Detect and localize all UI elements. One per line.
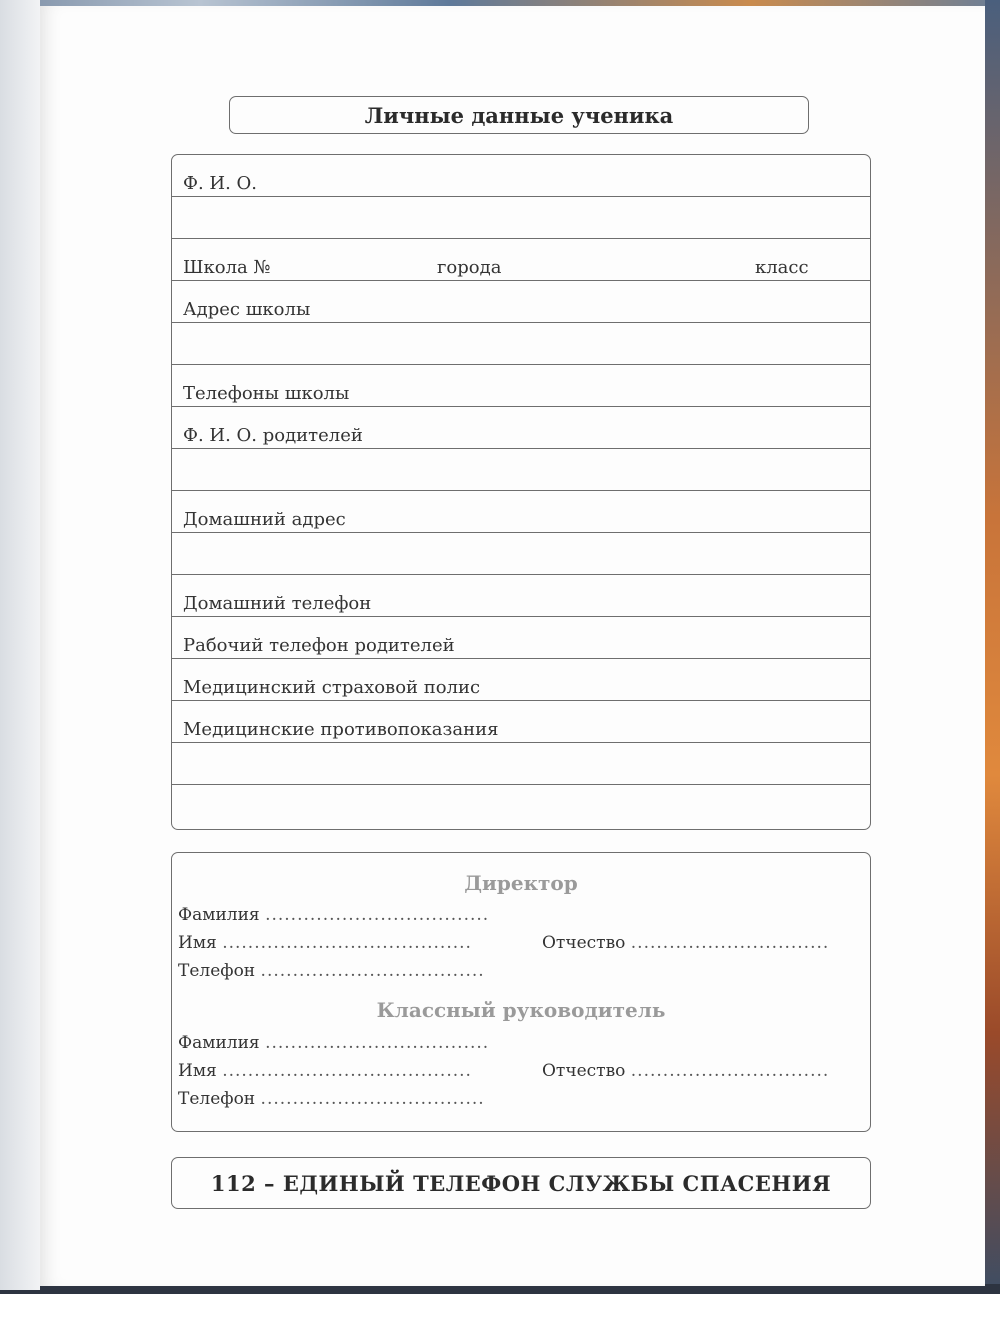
form-row-label: Домашний адрес [183, 509, 346, 530]
form-row-insurance[interactable] [172, 659, 870, 701]
form-row-school-address[interactable] [172, 281, 870, 323]
field-label: Имя [178, 933, 217, 953]
class-teacher-title: Классный руководитель [376, 998, 666, 1022]
teacher-patronymic-field[interactable]: Отчество ............................... [542, 1061, 830, 1081]
field-label: Фамилия [178, 1033, 260, 1053]
field-label: Телефон [178, 961, 256, 981]
class-label: класс [755, 257, 809, 278]
form-row-label: Медицинские противопоказания [183, 719, 499, 740]
form-row-blank[interactable] [172, 743, 870, 785]
form-row-home-address[interactable] [172, 491, 870, 533]
teacher-phone-field[interactable]: Телефон ................................... [178, 1089, 485, 1109]
director-title: Директор [464, 871, 578, 895]
director-surname-field[interactable]: Фамилия ................................... [178, 905, 490, 925]
director-phone-field[interactable]: Телефон ................................... [178, 961, 485, 981]
page-edge [0, 0, 40, 1290]
form-row-label: Телефоны школы [183, 383, 350, 404]
book-cover-right [985, 0, 1000, 1292]
field-label: Телефон [178, 1089, 256, 1109]
form-row-blank[interactable] [172, 197, 870, 239]
director-patronymic-field[interactable]: Отчество ............................... [542, 933, 830, 953]
field-label: Отчество [542, 1061, 626, 1081]
form-row-label: Домашний телефон [183, 593, 372, 614]
contacts-section [171, 852, 871, 1132]
form-row-label: Медицинский страховой полис [183, 677, 481, 698]
teacher-name-field[interactable]: Имя ....................................... [178, 1061, 472, 1081]
form-row-blank[interactable] [172, 785, 870, 827]
form-row-school-phones[interactable] [172, 365, 870, 407]
form-row-contraindications[interactable] [172, 701, 870, 743]
school-number-label: Школа № [183, 257, 271, 278]
page-title: Личные данные ученика [229, 96, 809, 134]
student-data-form [171, 154, 871, 830]
form-row-parents[interactable] [172, 407, 870, 449]
director-name-field[interactable]: Имя ....................................... [178, 933, 472, 953]
city-label: города [437, 257, 502, 278]
emergency-phone-banner: 112 – ЕДИНЫЙ ТЕЛЕФОН СЛУЖБЫ СПАСЕНИЯ [171, 1157, 871, 1209]
teacher-surname-field[interactable]: Фамилия ................................... [178, 1033, 490, 1053]
field-label: Имя [178, 1061, 217, 1081]
form-row-label: Рабочий телефон родителей [183, 635, 455, 656]
field-label: Отчество [542, 933, 626, 953]
form-row-work-phone[interactable] [172, 617, 870, 659]
form-row-blank[interactable] [172, 323, 870, 365]
form-row-blank[interactable] [172, 449, 870, 491]
form-row-label: Адрес школы [183, 299, 311, 320]
form-row-blank[interactable] [172, 533, 870, 575]
form-row-label: Ф. И. О. [183, 173, 258, 194]
form-row-label: Ф. И. О. родителей [183, 425, 363, 446]
form-row-fio[interactable] [172, 155, 870, 197]
form-row-home-phone[interactable] [172, 575, 870, 617]
field-label: Фамилия [178, 905, 260, 925]
form-row-school[interactable] [172, 239, 870, 281]
